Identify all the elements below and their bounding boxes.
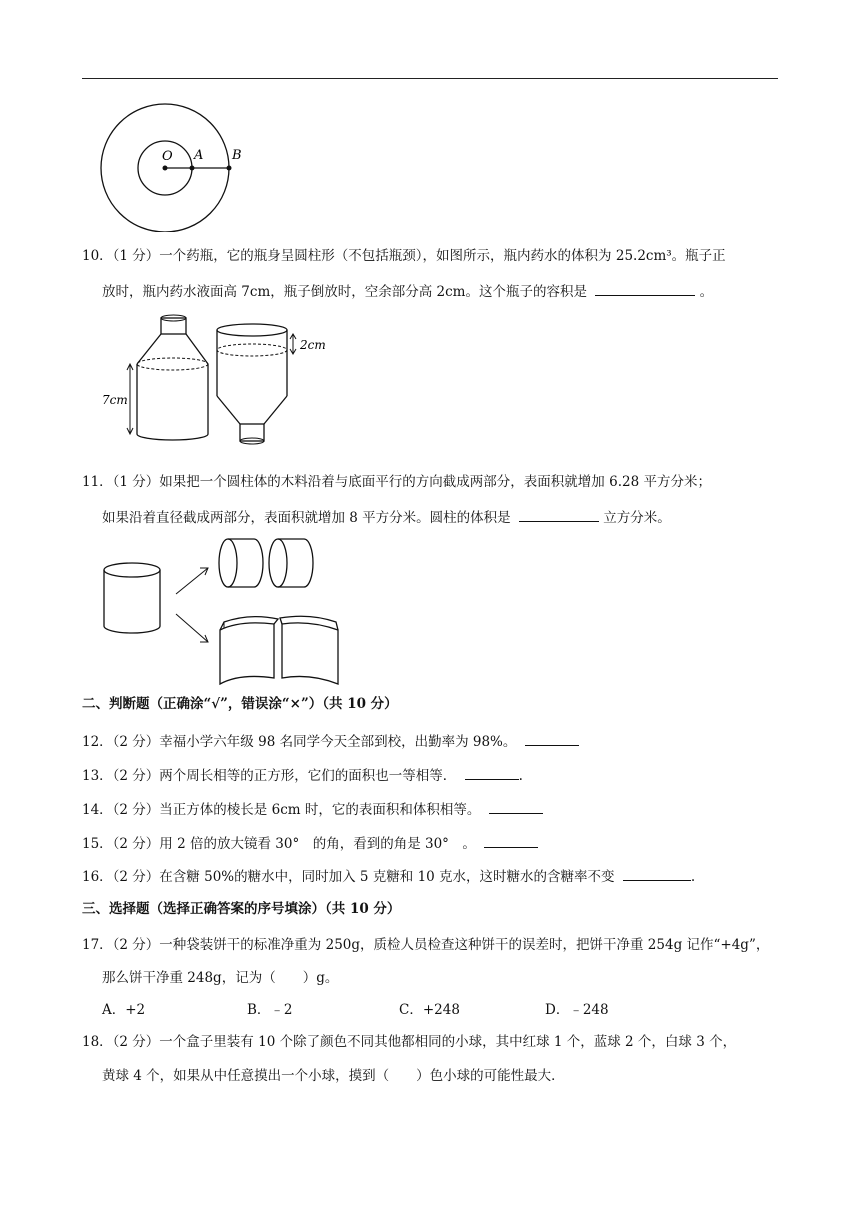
label-o: O (162, 149, 173, 164)
label-7cm: 7cm (102, 393, 128, 407)
q13 (82, 765, 523, 786)
q13-end: . (518, 768, 523, 784)
q15-answer-blank[interactable] (484, 833, 538, 848)
q10-line2-text: 放时，瓶内药水液面高 7cm，瓶子倒放时，空余部分高 2cm。这个瓶子的容积是 (102, 284, 587, 300)
q13-answer-blank[interactable] (465, 765, 519, 780)
q18-line2: 黄球 4 个，如果从中任意摸出一个小球，摸到（ ）色小球的可能性最大． (102, 1068, 565, 1084)
q17-option-d[interactable]: D．﹣248 (545, 1002, 609, 1018)
q14 (82, 799, 543, 820)
q10-line2-end: 。 (699, 284, 714, 300)
label-a: A (194, 148, 204, 163)
label-2cm: 2cm (300, 338, 326, 352)
q11-line1: 11．（1 分）如果把一个圆柱体的木料沿着与底面平行的方向截成两部分，表面积就增加 6.28 平方分米； (82, 474, 711, 490)
q12 (82, 731, 579, 752)
q10-line1: 10．（1 分）一个药瓶，它的瓶身呈圆柱形（不包括瓶颈），如图所示，瓶内药水的体积为 25.2cm³。瓶子正 (82, 248, 726, 264)
q15-text: 15．（2 分）用 2 倍的放大镜看 30° 的角，看到的角是 30° 。 (82, 836, 476, 852)
q12-text: 12．（2 分）幸福小学六年级 98 名同学今天全部到校，出勤率为 98%。 (82, 734, 517, 750)
q10-line2 (102, 281, 713, 302)
section3-title: 三、选择题（选择正确答案的序号填涂）（共 10 分） (82, 901, 401, 917)
q11-line2-end: 立方分米。 (603, 510, 671, 526)
q16 (82, 866, 695, 887)
label-b: B (232, 148, 242, 163)
section2-title: 二、判断题（正确涂“√”，错误涂“×”）（共 10 分） (82, 696, 398, 712)
q15 (82, 833, 538, 854)
bottle-figure (100, 312, 340, 452)
q16-end: . (690, 869, 696, 885)
cylinder-cut-figure (100, 530, 350, 692)
q11-line2 (102, 507, 671, 528)
q14-text: 14．（2 分）当正方体的棱长是 6cm 时，它的表面积和体积相等。 (82, 802, 481, 818)
q16-text: 16．（2 分）在含糖 50%的糖水中，同时加入 5 克糖和 10 克水，这时糖水的含糖率不变 (82, 869, 615, 885)
q17-line1: 17．（2 分）一种袋装饼干的标准净重为 250g，质检人员检查这种饼干的误差时，把饼干净重 254g 记作“+4g”， (82, 937, 770, 953)
q11-line2-text: 如果沿着直径截成两部分，表面积就增加 8 平方分米。圆柱的体积是 (102, 510, 511, 526)
q17-option-a[interactable]: A．+2 (102, 1002, 146, 1018)
q10-answer-blank[interactable] (595, 281, 695, 296)
q13-text: 13．（2 分）两个周长相等的正方形，它们的面积也一等相等． (82, 768, 457, 784)
q17-line2: 那么饼干净重 248g，记为（ ）g。 (102, 970, 339, 986)
q16-answer-blank[interactable] (623, 866, 691, 881)
header-rule (82, 78, 778, 79)
q18-line1: 18．（2 分）一个盒子里装有 10 个除了颜色不同其他都相同的小球，其中红球 1 个，蓝球 2 个，白球 3 个， (82, 1034, 737, 1050)
q17-option-b[interactable]: B．﹣2 (247, 1002, 293, 1018)
q12-answer-blank[interactable] (525, 731, 579, 746)
q17-option-c[interactable]: C．+248 (399, 1002, 460, 1018)
q11-answer-blank[interactable] (519, 507, 599, 522)
q14-answer-blank[interactable] (489, 799, 543, 814)
concentric-circles-figure (98, 100, 268, 232)
